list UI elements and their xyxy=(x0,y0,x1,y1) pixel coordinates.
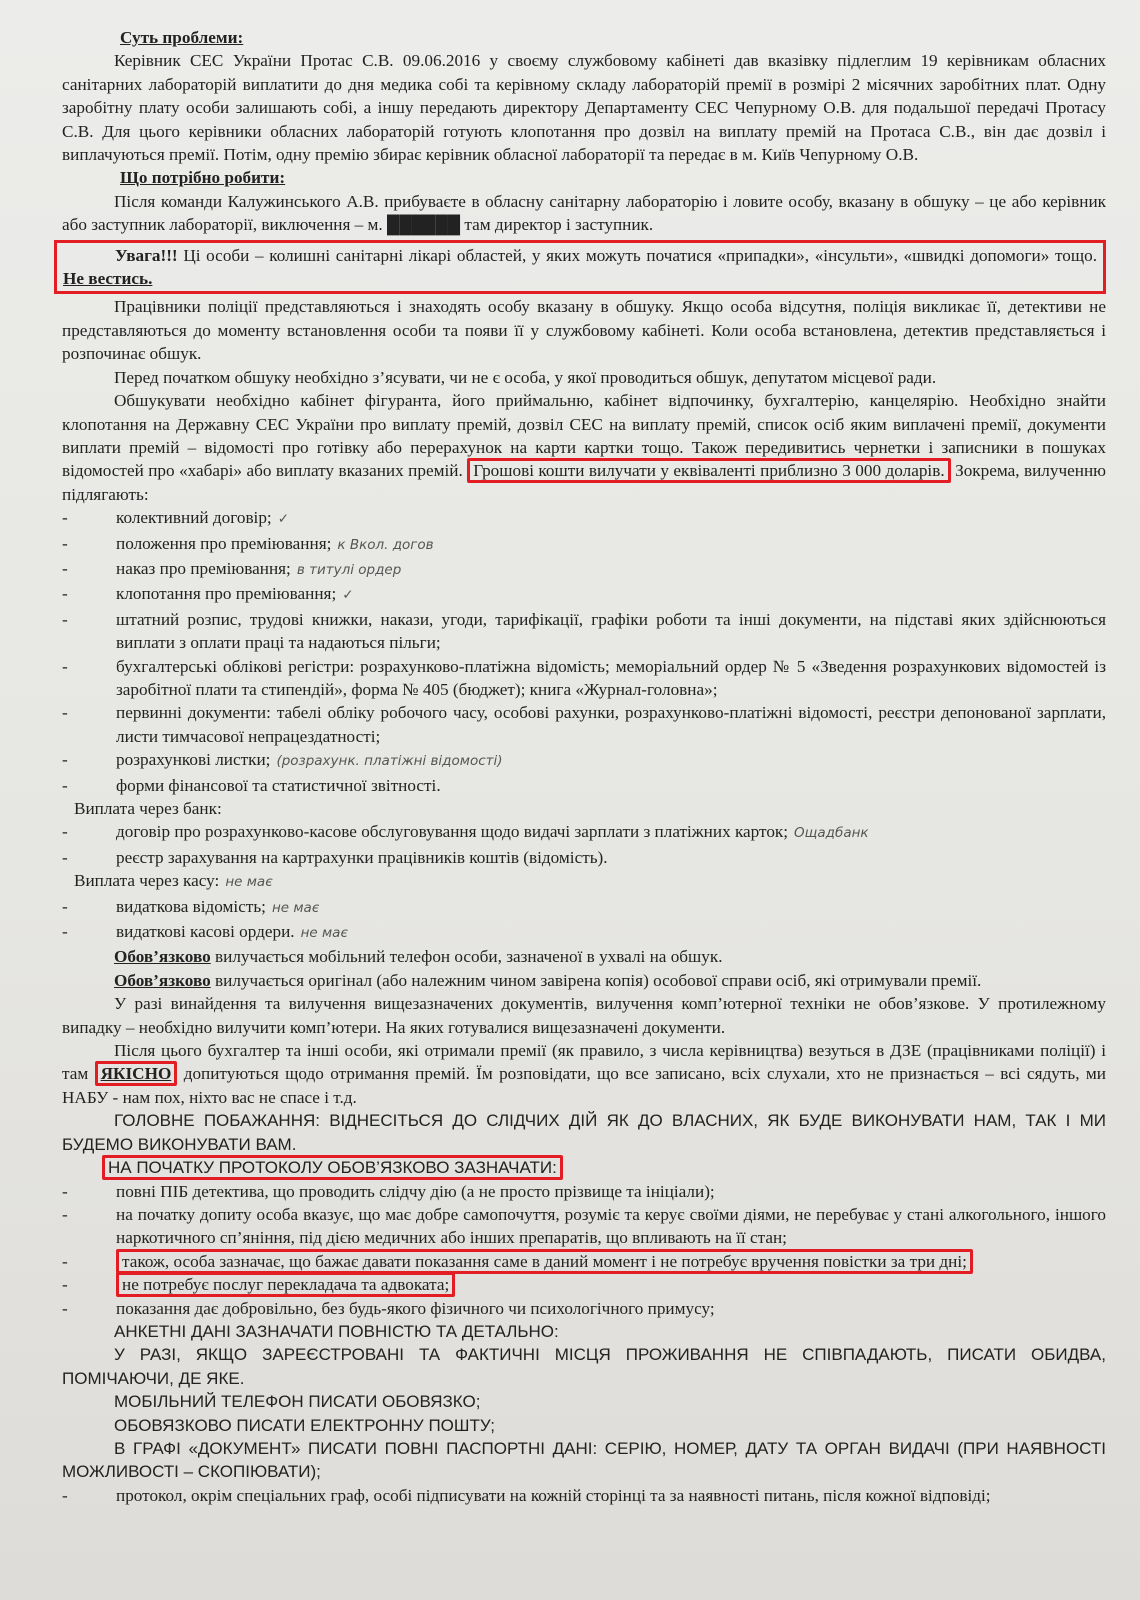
interrogation-paragraph: Після цього бухгалтер та інші особи, які отримали премії (як правило, з числа керівництва) везуться в ДЗЕ (працівниками поліції) і там ЯКІСНО допитуються щодо отримання премій. Їм розповідати, що все записано, всіх слухали, хто не признається – всі сядуть, ми НАБУ - нам пох, ніхто вас не спасе і т.д. xyxy=(62,1041,1107,1107)
protocol-heading: НА ПОЧАТКУ ПРОТОКОЛУ ОБОВ’ЯЗКОВО ЗАЗНАЧАТИ: xyxy=(62,1156,1106,1179)
handwritten-note: ✓ xyxy=(277,511,290,528)
caps-line-1: АНКЕТНІ ДАНІ ЗАЗНАЧАТИ ПОВНІСТЮ ТА ДЕТАЛЬНО: xyxy=(114,1321,559,1341)
problem-heading: Суть проблеми: xyxy=(120,28,244,47)
quality-highlight: ЯКІСНО xyxy=(95,1061,178,1086)
list-item: - видаткові касові ордери. не має xyxy=(62,920,1106,945)
signature-list xyxy=(62,1484,1106,1507)
caps-line-2: У РАЗІ, ЯКЩО ЗАРЕЄСТРОВАНІ ТА ФАКТИЧНІ МІСЦЯ ПРОЖИВАННЯ НЕ СПІВПАДАЮТЬ, ПИСАТИ ОБИДВА, ПОМІЧАЮЧИ, ДЕ ЯКЕ. xyxy=(62,1345,1106,1388)
list-item: - не потребує послуг перекладача та адвоката; xyxy=(62,1273,1106,1296)
bank-label: Виплата через банк: xyxy=(74,799,222,818)
list-item: - на початку допиту особа вказує, що має добре самопочуття, розуміє та керує своїми діями, не перебуває у стані алкогольного, іншого наркотичного сп’яніння, під дією медичних або інших препаратів, що впливають на її стан; xyxy=(62,1203,1106,1250)
original-paragraph: Обов’язково вилучається оригінал (або належним чином завірена копія) особової справи осіб, які отримували премії. xyxy=(114,970,982,990)
list-item: - повні ПІБ детектива, що проводить слідчу дію (а не просто прізвище та ініціали); xyxy=(62,1180,1106,1203)
handwritten-note: в титулі ордер xyxy=(296,561,402,578)
computers-paragraph: У разі винайдення та вилучення вищезазначених документів, вилучення комп’ютерної техніки не обов’язкове. У протилежному випадку – необхідно вилучити комп’ютери. На яких готувалися вищезазначені документи. xyxy=(62,994,1106,1037)
list-item: - положення про преміювання; к Вкол. догов xyxy=(62,532,1106,557)
warning-paragraph xyxy=(54,240,1106,295)
list-item: - наказ про преміювання; в титулі ордер xyxy=(62,557,1106,582)
handwritten-note: не має xyxy=(225,874,273,891)
list-item: - колективний договір; ✓ xyxy=(62,506,1106,531)
cash-list xyxy=(62,895,1106,946)
handwritten-note: к Вкол. догов xyxy=(337,536,434,553)
list-item: - також, особа зазначає, що бажає давати показання саме в даний момент і не потребує вручення повістки за три дні; xyxy=(62,1250,1106,1273)
main-wish: ГОЛОВНЕ ПОБАЖАННЯ: ВІДНЕСІТЬСЯ ДО СЛІДЧИХ ДІЙ ЯК ДО ВЛАСНИХ, ЯК БУДЕ ВИКОНУВАТИ НАМ, ТАК І МИ БУДЕМО ВИКОНУВАТИ ВАМ. xyxy=(62,1111,1106,1154)
list-item: - первинні документи: табелі обліку робочого часу, особові рахунки, розрахунково-платіжні відомості, реєстри депонованої зарплати, листи тимчасової непрацездатності; xyxy=(62,701,1106,748)
handwritten-note: не має xyxy=(300,925,348,942)
caps-line-5: В ГРАФІ «ДОКУМЕНТ» ПИСАТИ ПОВНІ ПАСПОРТНІ ДАНІ: СЕРІЮ, НОМЕР, ДАТУ ТА ОРГАН ВИДАЧІ (ПРИ НАЯВНОСТІ МОЖЛИВОСТІ – СКОПІЮВАТИ); xyxy=(62,1438,1106,1482)
police-paragraph: Працівники поліції представляються і знаходять особу вказану в обшуку. Якщо особа відсутня, поліція викликає її, детективи не представляються до моменту встановлення особи та появи її у службовому кабінеті. Коли особа встановлена, детектив представляється і розпочинає обшук. xyxy=(62,297,1106,364)
handwritten-note: не має xyxy=(271,899,320,916)
todo-heading: Що потрібно робити: xyxy=(120,168,286,188)
deputy-paragraph: Перед початком обшуку необхідно з’ясувати, чи не є особа, у якої проводиться обшук, депутатом місцевої ради. xyxy=(114,367,937,387)
handwritten-note: Ощадбанк xyxy=(794,825,869,842)
search-text: Обшукувати необхідно кабінет фігуранта, його приймальню, кабінет відпочинку, бухгалтерію, канцелярію. Необхідно знайти клопотання на Державну СЕС України про виплату премій, дозвіл СЕС на виплату премій, список осіб яким виплачені премії, документи виплати премій – відомості про готівку або перерахунок на карти картки тощо. Також передивитись чернетки і записники в пошуках відомостей про «хабарі» або виплату вказаних премій. xyxy=(62,391,1106,481)
search-tail: Зокрема, вилученню підлягають: xyxy=(62,461,1106,504)
list-item: - показання дає добровільно, без будь-якого фізичного чи психологічного примусу; xyxy=(62,1297,1106,1320)
caps-line-4: ОБОВЯЗКОВО ПИСАТИ ЕЛЕКТРОННУ ПОШТУ; xyxy=(114,1415,496,1435)
list-item: - розрахункові листки; (розрахунк. платіжні відомості) xyxy=(62,748,1106,773)
arrival-paragraph: Після команди Калужинського А.В. прибуваєте в обласну санітарну лабораторію і ловите особу, вказану в обшуку – це або керівник або заступник лабораторії, виключення – м. ██████ там директор і заступник. xyxy=(62,191,1106,235)
problem-paragraph: Керівник СЕС України Протас С.В. 09.06.2016 у своєму службовому кабінеті дав вказівку підлеглим 19 керівникам обласних санітарних лабораторій виплатити до дня медика собі та керівному складу лабораторій премії в розмірі 2 місячних заробітних плат. Одну заробітну плату особи залишають собі, а іншу передають директору Департаменту СЕС Чепурному О.В. для подальшої передачі Протасу С.В. Для цього керівники обласних лабораторій готують клопотання про дозвіл на виплату премій на Протаса С.В., він дає дозвіл і виплачуються премії. Потім, одну премію збирає керівник обласної лабораторії та передає в м. Київ Чепурному О.В. xyxy=(62,51,1106,165)
list-item: - видаткова відомість; не має xyxy=(62,895,1106,920)
handwritten-note: (розрахунк. платіжні відомості) xyxy=(276,753,503,770)
warning-text: Ці особи – колишні санітарні лікарі областей, у яких можуть початися «припадки», «інсульти», «швидкі допомоги» тощо. xyxy=(177,245,1097,265)
list-item: - протокол, окрім спеціальних граф, особі підписувати на кожній сторінці та за наявності питань, після кожної відповіді; xyxy=(62,1484,1106,1507)
seizure-list xyxy=(62,506,1106,797)
protocol-list xyxy=(62,1180,1106,1320)
list-item: - штатний розпис, трудові книжки, накази, угоди, тарифікації, графіки роботи та інші документи, на підставі яких здійснюються виплати з оплати праці та надаються пільги; xyxy=(62,608,1106,655)
search-paragraph xyxy=(62,389,1106,506)
caps-line-3: МОБІЛЬНИЙ ТЕЛЕФОН ПИСАТИ ОБОВЯЗКО; xyxy=(114,1392,481,1412)
list-item: - бухгалтерські облікові регістри: розрахунково-платіжна відомість; меморіальний ордер № 5 «Зведення розрахункових відомостей із заробітної плати та стипендій», форма № 405 (бюджет); книга «Журнал-головна»; xyxy=(62,655,1106,702)
bank-list xyxy=(62,820,1106,869)
list-item: - реєстр зарахування на картрахунки працівників коштів (відомість). xyxy=(62,846,1106,869)
list-item: - форми фінансової та статистичної звітності. xyxy=(62,774,1106,797)
phone-paragraph: Обов’язково вилучається мобільний телефон особи, зазначеної в ухвалі на обшук. xyxy=(114,947,723,967)
cash-label: Виплата через касу: не має xyxy=(74,871,273,891)
cash-highlight: Грошові кошти вилучати у еквіваленті приблизно 3 000 доларів. xyxy=(467,458,950,483)
handwritten-note: ✓ xyxy=(342,587,354,604)
list-item: - договір про розрахунково-касове обслуговування щодо видачі зарплати з платіжних карток; Ощадбанк xyxy=(62,820,1106,845)
warning-dont: Не вестись. xyxy=(63,269,153,289)
warning-label: Увага!!! xyxy=(115,245,178,265)
list-item: - клопотання про преміювання; ✓ xyxy=(62,582,1106,607)
